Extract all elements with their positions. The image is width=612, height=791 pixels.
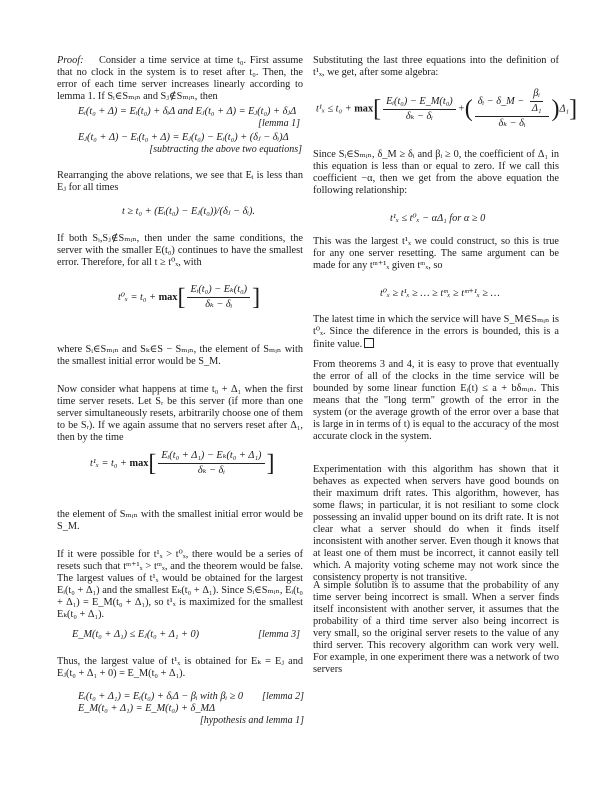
eq-lhs: t⁰ₓ = t₀ + [118, 291, 159, 303]
paragraph: If it were possible for t¹ₓ > t⁰ₓ, there would be a series of resets such that tᵐ⁺¹ₓ > tᵐₓ, and the theorem would be false. The largest values of t¹ₓ would be obtained for the largest Eᵢ(t₀ + Δ₁) and the smallest Eₖ(t₀ + Δ₁). Since Sᵢ∈Sₘᵢₙ, Eᵢ(t₀ + Δ₁) = E_M(t₀ + Δ₁), so t¹ₓ is maximized for the smallest Eₖ(t₀ + Δ₁). [57, 549, 303, 620]
paragraph-text: The latest time in which the service will have S_M∈Sₘᵢₙ is t⁰ₓ. Since the diference in the errors is bounded, this is a finite value. [313, 314, 559, 350]
eq-lhs: t¹ₓ ≤ t₀ + [316, 103, 355, 115]
eq-num-part: δᵢ − δ_M − [477, 95, 527, 107]
proof-text: Consider a time service at time t₀. First assume that no clock in the system is to reset after t₀. Then, the error of each time server increases linearly according to lemma 1. If Sᵢ∈Sₘᵢₙ and Sⱼ∉Sₘᵢₙ, then [57, 55, 303, 102]
equation-tag: [lemma 3] [258, 629, 300, 640]
equation-chain: t⁰ₓ ≥ t¹ₓ ≥ … ≥ tᵐₓ ≥ tᵐ⁺¹ₓ ≥ … [380, 288, 500, 299]
equation-subtract: Eⱼ(t₀ + Δ) − Eᵢ(t₀ + Δ) = Eⱼ(t₀) − Eᵢ(t₀) + (δⱼ − δᵢ)Δ [78, 132, 289, 143]
eq-max: max [158, 291, 178, 303]
equation-tag: [subtracting the above two equations] [149, 144, 302, 155]
eq-denominator: δₖ − δᵢ [205, 299, 233, 310]
paragraph: If both Sᵢ,Sⱼ∉Sₘᵢₙ, then under the same conditions, the server with the smaller E(t₀) continues to have the smallest error. Therefore, for all t ≥ t⁰ₓ, with [57, 233, 303, 268]
eq-max: max [129, 457, 149, 469]
equation-tag: [lemma 2] [262, 691, 304, 702]
eq-numerator: Eᵢ(t₀ + Δ₁) − Eₖ(t₀ + Δ₁) [158, 450, 264, 464]
eq-numerator-compound [475, 88, 550, 117]
paragraph: This was the largest t¹ₓ we could construct, so this is true for any one server resetting. The same argument can be made for any tᵐ⁺¹ₓ given tᵐₓ, so [313, 236, 559, 271]
eq-max: max [354, 103, 374, 115]
eq-plus: + [457, 103, 465, 115]
equation-lemma1: Eᵢ(t₀ + Δ) = Eᵢ(t₀) + δᵢΔ and Eⱼ(t₀ + Δ) = Eⱼ(t₀) + δⱼΔ [78, 106, 297, 117]
paragraph: Thus, the largest value of t¹ₓ is obtained for Eₖ = Eⱼ and Eⱼ(t₀ + Δ₁ + 0) = E_M(t₀ + Δ₁). [57, 656, 303, 679]
paragraph [313, 314, 559, 351]
equation-time-bound: t ≥ t₀ + (Eᵢ(t₀) − Eⱼ(t₀))/(δⱼ − δᵢ). [122, 206, 255, 217]
paragraph: Rearranging the above relations, we see that Eᵢ is less than Eⱼ for all times [57, 170, 303, 193]
eq-lhs: t¹ₓ = t₀ + [90, 457, 130, 469]
equation-lemma3: E_M(t₀ + Δ₁) ≤ Eⱼ(t₀ + Δ₁ + 0) [72, 629, 200, 640]
qed-square-icon [364, 338, 374, 348]
equation-hypothesis: E_M(t₀ + Δ₁) = E_M(t₀) + δ_MΔ [78, 703, 216, 714]
paragraph: From theorems 3 and 4, it is easy to prove that eventually the error of all of the clocks in the time service will be bounded by some linear function Eᵢ(t) ≤ a + bδₘᵢₙ. This means that the "long term" growth of the error in the system (or the average growth of the error over a base that is large in in terms of t) is equal to the accuracy of the most accurate clock in the system. [313, 359, 559, 442]
paragraph: where Sᵢ∈Sₘᵢₙ and Sₖ∈S − Sₘᵢₙ, the element of Sₘᵢₙ with the smallest initial error would be S_M. [57, 344, 303, 367]
eq-beta: βᵢ [530, 88, 543, 102]
eq-delta: Δ₁ [531, 103, 542, 114]
eq-numerator: Eᵢ(t₀) − Eₖ(t₀) [187, 284, 250, 298]
paragraph: Now consider what happens at time t₀ + Δ₁ when the first time server resets. Let Sᵣ be this server (if more than one server simultaneously resets, arbitrarily choose one of them to be Sᵣ). If we again assume that no servers reset after Δ₁, then by the time [57, 384, 303, 443]
equation-substituted: t¹ₓ ≤ t₀ + max[ $\frac{\text{Eᵢ(t₀) − E\_M(t₀)}}{\text{δₖ − δᵢ}}$ +( δᵢ − δ_M − $\frac{\text{βᵢ}}{\text{Δ₁}}$ δₖ − δᵢ )Δ₁] [316, 88, 578, 129]
equation-tag: [lemma 1] [258, 118, 300, 129]
paragraph: Experimentation with this algorithm has shown that it behaves as expected when servers have good bounds on their maximum drift rates. This algorithm, however, has some flaws; in particular, it is not resiliant to some clock possessing an invalid upper bound on its drift rate. It is not clear what a server should do when it finds itself inconsistent with another server. Even though it knows that at least one of them must be incorrect, it cannot easily tell which. A majority voting scheme may not work since the consistency property is not transitive. [313, 464, 559, 583]
eq-denominator: δₖ − δᵢ [405, 110, 433, 122]
equation-t0x: t⁰ₓ = t₀ + max[ $\frac{\text{Eᵢ(t₀) − Eₖ(t₀)}}{\text{δₖ − δᵢ}}$ ] [118, 284, 261, 311]
paragraph: the element of Sₘᵢₙ with the smallest initial error would be S_M. [57, 509, 303, 532]
proof-paragraph [57, 55, 303, 103]
equation-relationship: t¹ₓ ≤ t⁰ₓ − αΔ₁ for α ≥ 0 [390, 213, 486, 224]
equation-tag: [hypothesis and lemma 1] [199, 715, 304, 726]
equation-lemma2: Eᵢ(t₀ + Δ₁) = Eᵢ(t₀) + δᵢΔ − βᵢ with βᵢ ≥ 0 [78, 691, 244, 702]
eq-numerator: Eᵢ(t₀) − E_M(t₀) [383, 96, 456, 110]
paragraph: A simple solution is to assume that the probability of any time server being incorrect is small. When a server finds itself inconsistent with another server, it assumes that the probability of a third time server also being incorrect is very small, so the original server resets to the value of any third server. This recovery algorithm can work very well. For example, in one experiment there was a network of two servers [313, 580, 559, 675]
paragraph: Substituting the last three equations into the definition of t¹ₓ, we get, after some algebra: [313, 55, 559, 78]
paragraph: Since Sᵢ∈Sₘᵢₙ, δ_M ≥ δᵢ and βᵢ ≥ 0, the coefficient of Δ₁ in this equation is less than or equal to zero. If we call this coefficient −α, then we get from the above equation the following relationship: [313, 149, 559, 196]
proof-label: Proof: [57, 55, 84, 66]
eq-denominator: δₖ − δᵢ [498, 118, 526, 129]
equation-t1x: t¹ₓ = t₀ + max[ $\frac{\text{Eᵢ(t₀ + Δ₁) − Eₖ(t₀ + Δ₁)}}{\text{δₖ − δᵢ}}$ ] [90, 450, 275, 477]
eq-denominator: δₖ − δᵢ [197, 465, 225, 476]
eq-tail: Δ₁ [559, 103, 570, 115]
